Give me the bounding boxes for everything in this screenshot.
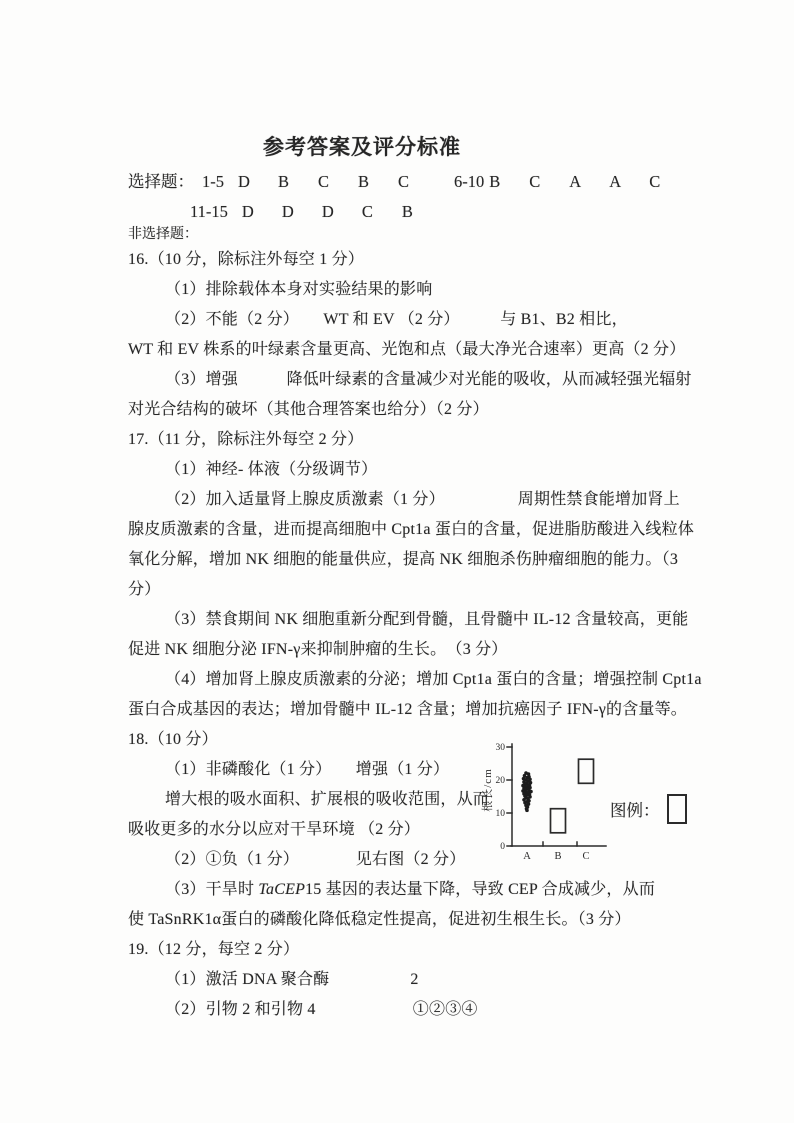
answer-letter: B (489, 172, 501, 191)
text-segment: 19.（12 分，每空 2 分） (128, 941, 300, 958)
y-tick-label: 30 (495, 743, 505, 753)
text-line (165, 305, 668, 335)
text-line (165, 485, 680, 515)
choice-section-label: 选择题： (128, 172, 194, 191)
y-tick-label: 20 (495, 776, 505, 786)
scatter-point (525, 809, 529, 813)
text-segment: 分） (128, 581, 161, 598)
question-range: 1-5 (202, 172, 224, 191)
answer-letter: D (281, 202, 294, 221)
text-line (128, 935, 668, 965)
text-line (128, 425, 668, 455)
text-segment: 腺皮质激素的含量，进而提高细胞中 Cpt1a 蛋白的含量，促进脂肪酸进入线粒体 (128, 521, 695, 538)
text-segment: 16.（10 分，除标注外每空 1 分） (128, 251, 365, 268)
answer-range-box-C (579, 759, 594, 783)
answer-letter: D (241, 202, 254, 221)
text-line (165, 665, 702, 695)
text-line (165, 995, 668, 1025)
text-segment: （3）干旱时 (165, 881, 259, 898)
text-segment: 15 基因的表达量下降，导致 CEP 合成减少，从而 (305, 881, 656, 898)
text-line (128, 245, 668, 275)
text-line (128, 545, 679, 575)
y-tick-label: 10 (495, 809, 505, 819)
text-segment: 使 TaSnRK1α蛋白的磷酸化降低稳定性提高，促进初生根生长。（3 分） (128, 911, 631, 928)
text-line (165, 275, 668, 305)
chart-plot-area (478, 734, 623, 868)
text-segment: （2）加入适量肾上腺皮质激素（1 分） 周期性禁食能增加肾上 (165, 491, 680, 508)
gene-name-italic: TaCEP (258, 881, 306, 898)
y-tick-label: 0 (500, 842, 505, 852)
answer-letter: C (529, 172, 541, 191)
text-segment: （2）不能（2 分） WT 和 EV （2 分） 与 B1、B2 相比， (165, 311, 628, 328)
text-line (128, 575, 668, 605)
text-line (165, 965, 668, 995)
text-segment: 氧化分解，增加 NK 细胞的能量供应，提高 NK 细胞杀伤肿瘤细胞的能力。（3 (128, 551, 679, 568)
question-range: 11-15 (190, 202, 228, 221)
text-segment: 蛋白合成基因的表达；增加骨髓中 IL-12 含量；增加抗癌因子 IFN-γ的含量等。 (128, 701, 688, 718)
answer-letter: C (398, 172, 410, 191)
text-line (165, 365, 692, 395)
text-segment: （1）激活 DNA 聚合酶 2 (165, 971, 419, 988)
answer-letter: B (278, 172, 290, 191)
chart-y-axis-label: 根长/cm (481, 768, 494, 812)
text-line (165, 875, 668, 905)
question-range: 6-10 (454, 172, 485, 191)
text-segment: （2）引物 2 和引物 4 ①②③④ (165, 1001, 478, 1018)
text-segment: WT 和 EV 株系的叶绿素含量更高、光饱和点（最大净光合速率）更高（2 分） (128, 341, 686, 358)
answer-letter: A (569, 172, 582, 191)
text-segment: 吸收更多的水分以应对干旱环境 （2 分） (128, 821, 421, 838)
text-segment: （1）神经- 体液（分级调节） (165, 461, 378, 478)
answer-key-row (190, 197, 668, 227)
answer-letter: B (358, 172, 370, 191)
text-segment: 增大根的吸水面积、扩展根的吸收范围，从而 (165, 791, 490, 808)
text-segment: 促进 NK 细胞分泌 IFN-γ来抑制肿瘤的生长。 （3 分） (128, 641, 508, 658)
text-segment: （1）非磷酸化（1 分） 增强（1 分） (165, 761, 450, 778)
multiple-choice-answer-key (128, 167, 668, 227)
answer-range-box-B (551, 809, 566, 833)
text-line (165, 455, 668, 485)
text-line (128, 635, 668, 665)
x-category-label: B (554, 851, 562, 862)
answer-letter: C (649, 172, 661, 191)
answer-letter: A (609, 172, 622, 191)
text-segment: （2）①负（1 分） 见右图（2 分） (165, 851, 466, 868)
text-segment: （1）排除载体本身对实验结果的影响 (165, 281, 433, 298)
answer-letter: C (361, 202, 373, 221)
answer-group (454, 167, 689, 197)
text-segment: 18.（10 分） (128, 731, 218, 748)
text-line (128, 905, 668, 935)
answer-key-row (128, 167, 668, 197)
answer-letter: D (238, 172, 250, 191)
text-segment: 17.（11 分，除标注外每空 2 分） (128, 431, 364, 448)
text-line (128, 515, 695, 545)
x-category-label: A (523, 851, 531, 862)
document-body (128, 245, 702, 1025)
root-length-chart (478, 734, 688, 868)
text-line (128, 335, 686, 365)
answer-letter: C (318, 172, 330, 191)
text-line (165, 605, 689, 635)
text-line (128, 395, 668, 425)
text-segment: （4）增加肾上腺皮质激素的分泌；增加 Cpt1a 蛋白的含量；增强控制 Cpt1a (165, 671, 702, 688)
page-title: 参考答案及评分标准 (263, 135, 461, 159)
x-category-label: C (582, 851, 590, 862)
answer-group (202, 167, 438, 197)
non-choice-section-label: 非选择题： (128, 227, 198, 242)
text-line (128, 695, 688, 725)
answer-letter: B (401, 202, 413, 221)
legend-label: 图例： (610, 801, 660, 820)
legend-empty-box-symbol (667, 794, 687, 824)
chart-legend (610, 794, 687, 824)
answer-group (190, 197, 442, 227)
answer-letter: D (321, 202, 334, 221)
text-segment: 对光合结构的破坏（其他合理答案也给分）（2 分） (128, 401, 489, 418)
text-segment: （3）禁食期间 NK 细胞重新分配到骨髓，且骨髓中 IL-12 含量较高，更能 (165, 611, 689, 628)
text-segment: （3）增强 降低叶绿素的含量减少对光能的吸收，从而减轻强光辐射 (165, 371, 692, 388)
